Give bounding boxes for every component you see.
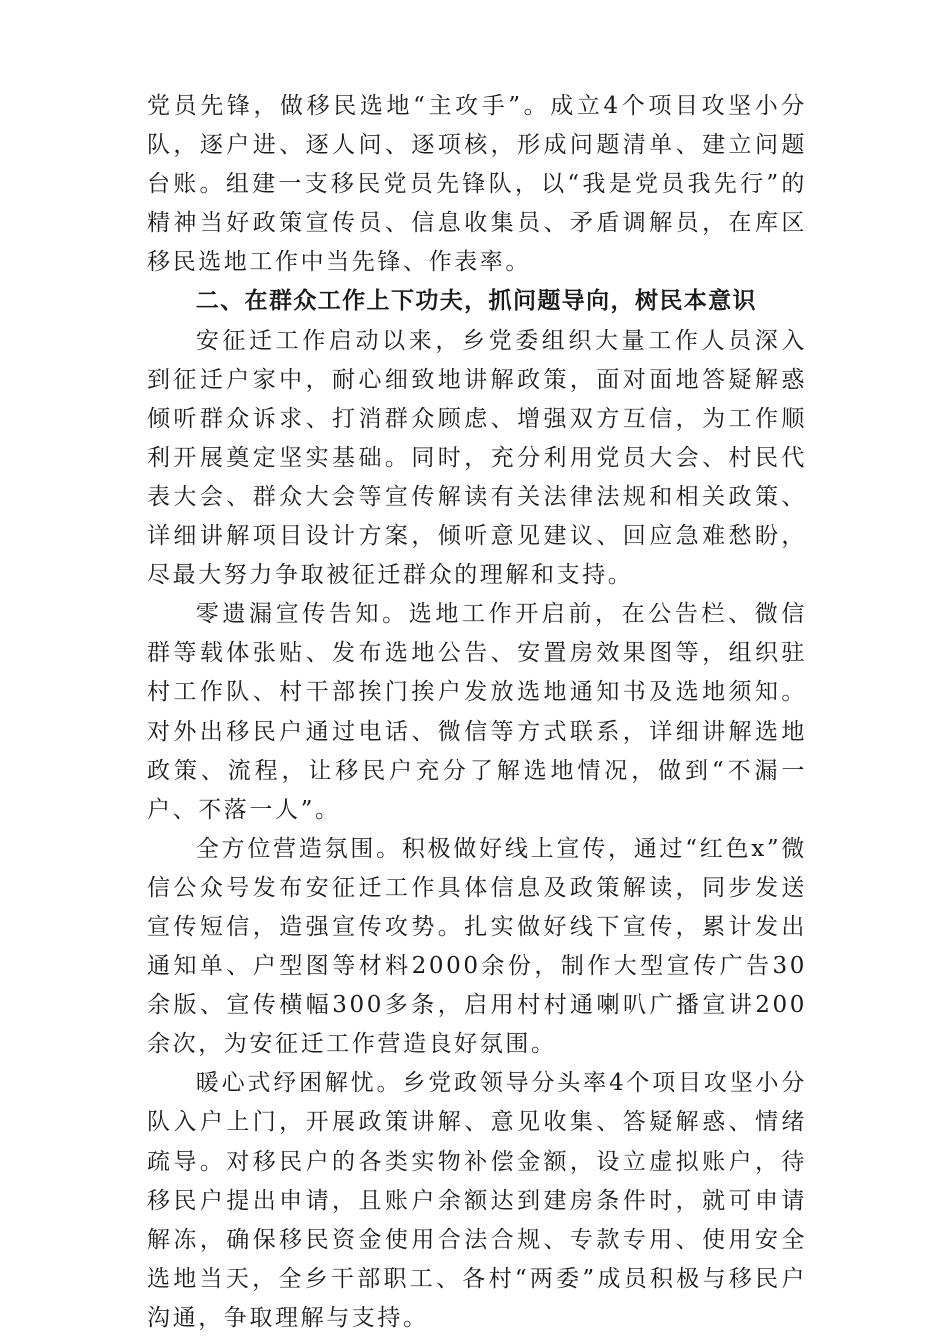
paragraph-zero-omission-publicity: 零遗漏宣传告知。选地工作开启前，在公告栏、微信群等载体张贴、发布选地公告、安置房效果图等，组织驻村工作队、村干部挨门挨户发放选地通知书及选地须知。对外出移民户通过电话、微信等方式联系，详细讲解选地政策、流程，让移民户充分了解选地情况，做到“不漏一户、不落一人”。 <box>147 601 807 823</box>
section-heading-2: 二、在群众工作上下功夫，抓问题导向，树民本意识 <box>195 288 757 315</box>
paragraph-party-vanguard: 党员先锋，做移民选地“主攻手”。成立4个项目攻坚小分队，逐户进、逐人问、逐项核，形成问题清单、建立问题台账。组建一支移民党员先锋队，以“我是党员我先行”的精神当好政策宣传员、信息收集员、矛盾调解员，在库区移民选地工作中当先锋、作表率。 <box>147 93 807 276</box>
paragraph-relocation-work: 安征迁工作启动以来，乡党委组织大量工作人员深入到征迁户家中，耐心细致地讲解政策，面对面地答疑解惑倾听群众诉求、打消群众顾虑、增强双方互信，为工作顺利开展奠定坚实基础。同时，充分利用党员大会、村民代表大会、群众大会等宣传解读有关法律法规和相关政策、详细讲解项目设计方案，倾听意见建议、回应急难愁盼，尽最大努力争取被征迁群众的理解和支持。 <box>147 327 807 589</box>
paragraph-warm-relief: 暖心式纾困解忧。乡党政领导分头率4个项目攻坚小分队入户上门，开展政策讲解、意见收集、答疑解惑、情绪疏导。对移民户的各类实物补偿金额，设立虚拟账户，待移民户提出申请，且账户余额达到建房条件时，就可申请解冻，确保移民资金使用合法合规、专款专用、使用安全选地当天，全乡干部职工、各村“两委”成员积极与移民户沟通，争取理解与支持。 <box>147 1070 807 1331</box>
document-page <box>147 87 807 1338</box>
paragraph-all-round-atmosphere: 全方位营造氛围。积极做好线上宣传，通过“红色x”微信公众号发布安征迁工作具体信息及政策解读，同步发送宣传短信，造强宣传攻势。扎实做好线下宣传，累计发出通知单、户型图等材料2000余份，制作大型宣传广告30余版、宣传横幅300多条，启用村村通喇叭广播宣讲200余次，为安征迁工作营造良好氛围。 <box>147 835 807 1058</box>
